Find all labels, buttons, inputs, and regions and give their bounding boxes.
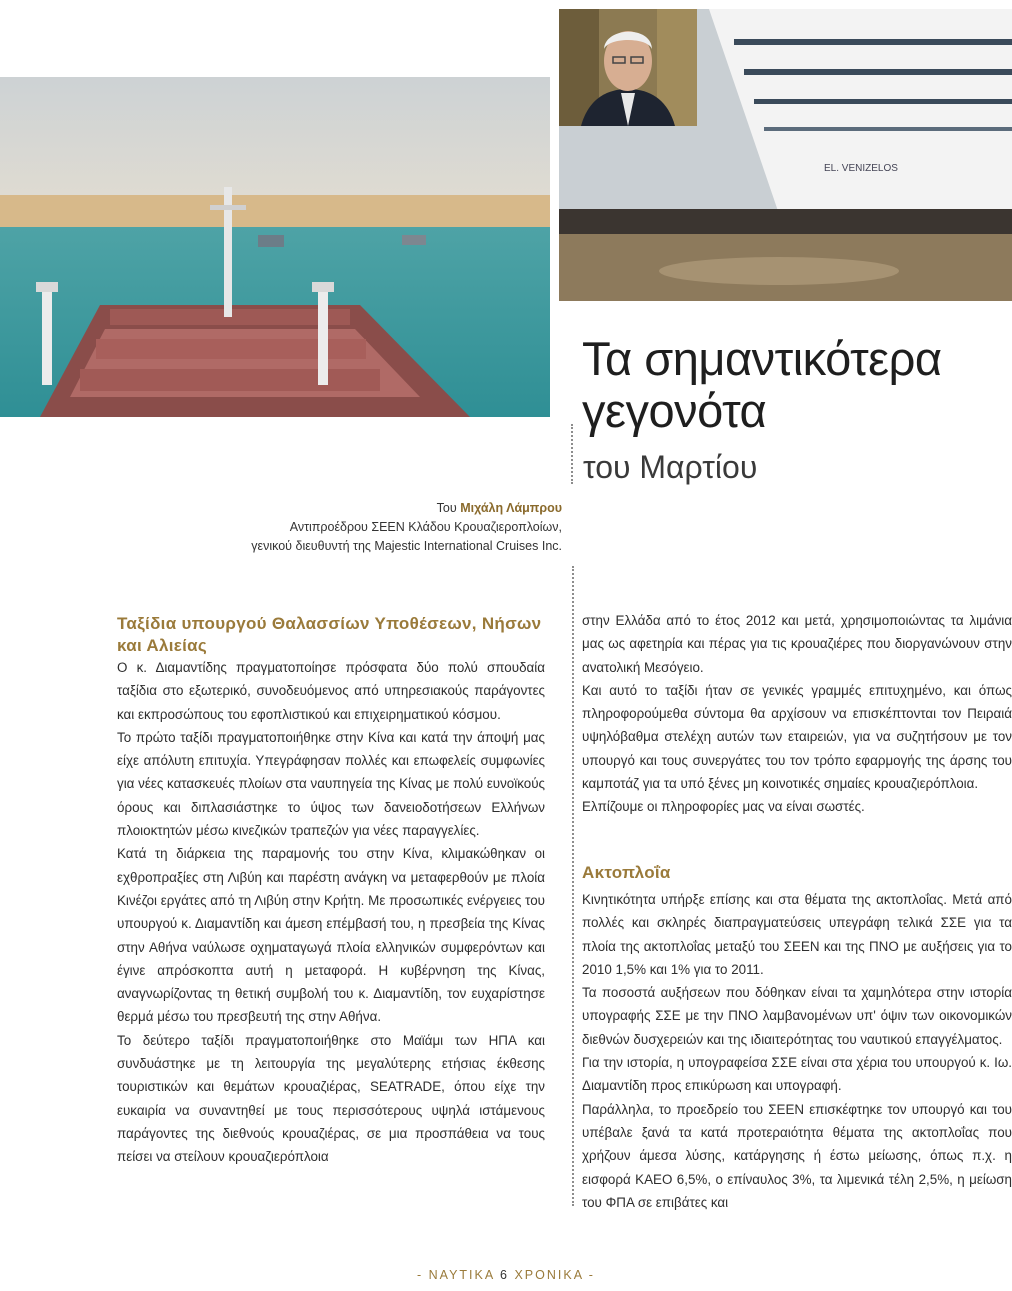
- paragraph: Κατά τη διάρκεια της παραμονής του στην Κίνα, κλιμακώθηκαν οι εχθροπραξίες στη Λιβύη και παρέστη ανάγκη να μεταφερθούν με πλοία Κινέζοι εργάτες από τη Λιβύη στην Κρήτη. Με προσωπικές ενέργειες του υπουργού κ. Διαμαντίδη και άμεση επέμβασή του, η πρεσβεία της Κίνας στην Αθήνα ναύλωσε οχηματαγωγά πλοία ελληνικών συμφερόντων και έγινε απρόσκοπτα αυτή η μεταφορά. Η κυβέρνηση της Κίνας, αναγνωρίζοντας τη θετική συμβολή του κ. Διαμαντίδη, τον ευχαρίστησε θερμά μέσω του πρεσβευτή της στην Αθήνα.: [117, 846, 545, 1025]
- section-heading-ministry-trips: Ταξίδια υπουργού Θαλασσίων Υποθέσεων, Νήσων και Αλιείας: [117, 614, 542, 655]
- hull-name-text: EL. VENIZELOS: [824, 163, 898, 174]
- right-column-top: [582, 609, 1012, 819]
- page-title-line2: γεγονότα: [582, 384, 767, 437]
- paragraph: Ελπίζουμε οι πληροφορίες μας να είναι σωστές.: [582, 799, 865, 815]
- left-column: [117, 656, 545, 1169]
- right-column-bottom: [582, 888, 1012, 1214]
- dotted-divider-column: [572, 566, 574, 1206]
- byline: [162, 499, 562, 556]
- page-footer: [0, 1268, 1012, 1282]
- paragraph: στην Ελλάδα από το έτος 2012 και μετά, χρησιμοποιώντας τα λιμάνια μας ως αφετηρία και πέρας για τις κρουαζιέρες που διοργανώνουν στην ανατολική Μεσόγειο.: [582, 613, 1012, 675]
- paragraph: Και αυτό το ταξίδι ήταν σε γενικές γραμμές επιτυχημένο, και όπως πληροφορούμεθα σύντομα θα αρχίσουν να επισκέπτονται τον Πειραιά υψηλόβαθμα στελέχη αυτών των εταιρειών, για να συζητήσουν με τον υπουργό και τους συνεργάτες του τον τρόπο εφαρμογής της άρσης του καμποτάζ για τα υπό ξένες μη κοινοτικές σημαίες κρουαζιερόπλοια.: [582, 682, 1012, 792]
- paragraph: Για την ιστορία, η υπογραφείσα ΣΣΕ είναι στα χέρια του υπουργού κ. Ιω. Διαμαντίδη προς επικύρωση και υπογραφή.: [582, 1055, 1012, 1094]
- ship-deck-photo: [0, 77, 550, 417]
- page-title-line1: Τα σημαντικότερα: [582, 332, 942, 385]
- page-subtitle: του Μαρτίου: [583, 449, 758, 485]
- paragraph: Τα ποσοστά αυξήσεων που δόθηκαν είναι τα χαμηλότερα στην ιστορία υπογραφής ΣΣΕ με την ΠΝΟ λαμβανομένων υπ' όψιν των οικονομικών διεθνών δυσχερειών και της ιδιαιτερότητας του ναυτικού επαγγέλματος.: [582, 985, 1012, 1047]
- paragraph: Κινητικότητα υπήρξε επίσης και στα θέματα της ακτοπλοΐας. Μετά από πολλές και σκληρές διαπραγματεύσεις υπεγράφη τελικά ΣΣΕ για τα πλοία της ακτοπλοΐας μεταξύ του ΣΕΕΝ και της ΠΝΟ με αυξήσεις για το 2010 1,5% και 1% για το 2011.: [582, 892, 1012, 977]
- footer-right: ΧΡΟΝΙΚΑ -: [514, 1268, 595, 1282]
- section-heading-coastal-shipping: Ακτοπλοΐα: [582, 863, 671, 882]
- footer-left: - ΝΑΥΤΙΚΑ: [417, 1268, 495, 1282]
- paragraph: Το πρώτο ταξίδι πραγματοποιήθηκε στην Κίνα και κατά την άποψή μας είχε απόλυτη επιτυχία. Υπεγράφησαν πολλές και επωφελείς συμφωνίες για νέες κατασκευές πλοίων στα ναυπηγεία της Κίνας με πολύ ευνοϊκούς όρους και διπλασιάστηκε το ύψος των δανειοδοτήσεων Ελλήνων πλοιοκτητών μέσω κινεζικών τραπεζών για νέες παραγγελίες.: [117, 729, 545, 839]
- paragraph: Το δεύτερο ταξίδι πραγματοποιήθηκε στο Μαϊάμι των ΗΠΑ και συνδυάστηκε με τη λειτουργία της μεγαλύτερης ετήσιας έκθεσης τουριστικών και θεμάτων κρουαζιέρας, SEATRADE, όπου είχε την ευκαιρία να συναντηθεί με τους περισσότερους υψηλά ιστάμενους παράγοντες της διεθνούς κρουαζιέρας, σε μια προσπάθεια να τους πείσει να στείλουν κρουαζιερόπλοια: [117, 1032, 545, 1165]
- byline-role1: Αντιπροέδρου ΣΕΕΝ Κλάδου Κρουαζιεροπλοίων,: [289, 520, 562, 534]
- dotted-divider-top: [571, 424, 573, 484]
- paragraph: Ο κ. Διαμαντίδης πραγματοποίησε πρόσφατα δύο πολύ σπουδαία ταξίδια στο εξωτερικό, συνοδευόμενος από υπηρεσιακούς παράγοντες και εκπροσώπους του εφοπλιστικού και επιχειρηματικού κόσμου.: [117, 660, 545, 722]
- page-number: 6: [500, 1268, 509, 1282]
- byline-author: Μιχάλη Λάμπρου: [460, 501, 562, 515]
- author-portrait: [559, 9, 697, 126]
- byline-prefix: Του: [436, 501, 457, 515]
- byline-role2: γενικού διευθυντή της Majestic International Cruises Inc.: [251, 539, 562, 553]
- paragraph: Παράλληλα, το προεδρείο του ΣΕΕΝ επισκέφτηκε τον υπουργό και του υπέβαλε ξανά τα κατά προτεραιότητα θέματα της ακτοπλοΐας που χρήζουν άμεσα λύσης, κατάργησης ή έστω μείωσης, όπως π.χ. η εισφορά ΚΑΕΟ 6,5%, ο επίναυλος 3%, τα λιμενικά τέλη 2,5%, η μείωση του ΦΠΑ σε επιβάτες και: [582, 1101, 1012, 1210]
